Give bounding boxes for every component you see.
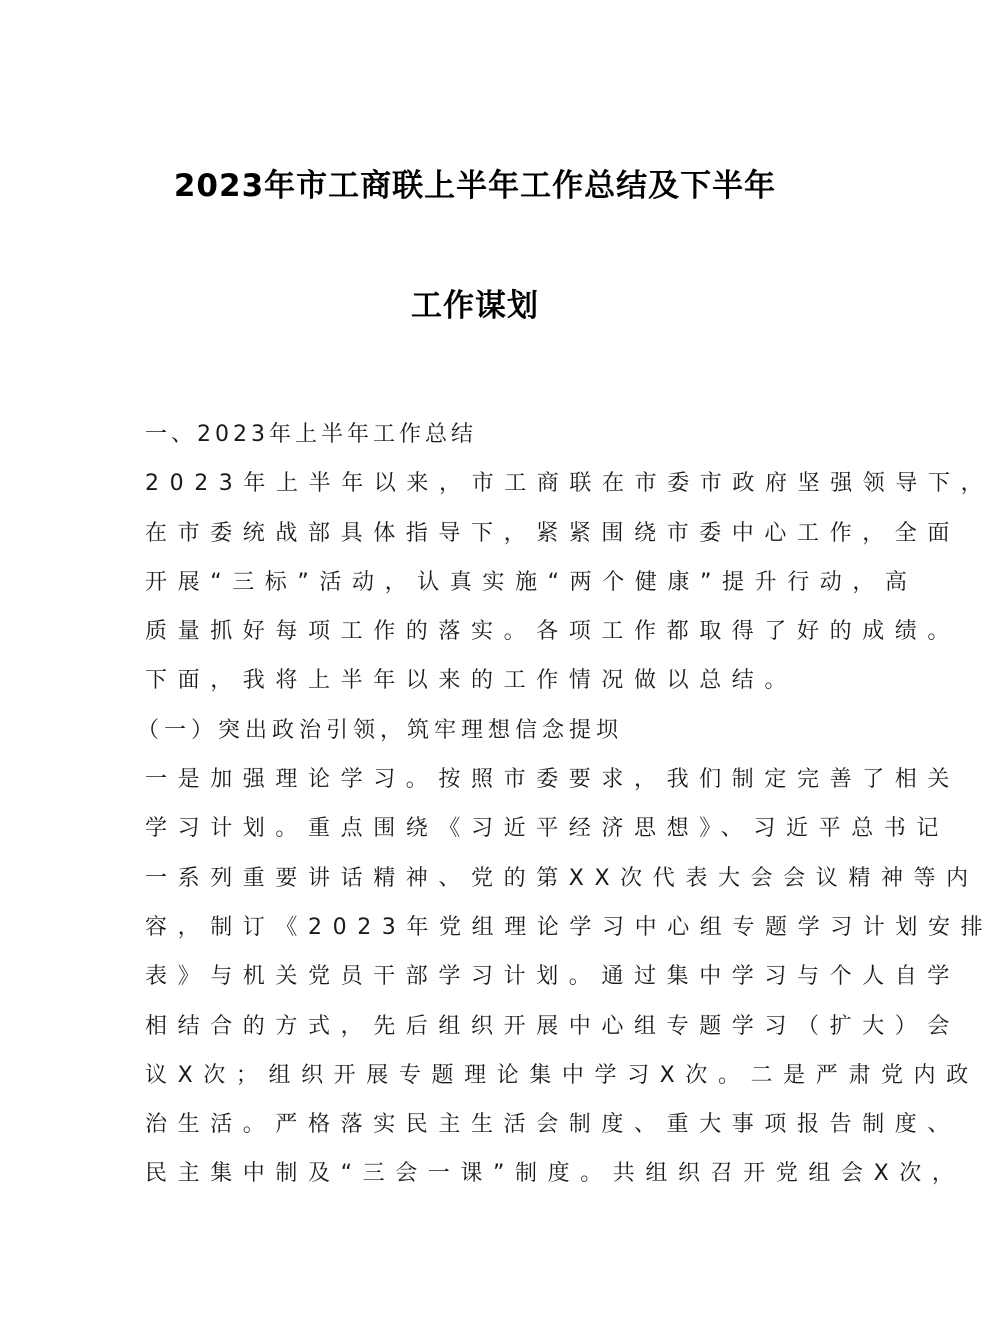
paragraph-line: 下面，我将上半年以来的工作情况做以总结。 [145, 668, 798, 694]
document-title-line-1: 2023年市工商联上半年工作总结及下半年 [173, 168, 777, 204]
document-title-line-2: 工作谋划 [411, 288, 539, 324]
paragraph-line: 表》与机关党员干部学习计划。通过集中学习与个人自学 [145, 964, 961, 990]
paragraph-line: 学习计划。重点围绕《习近平经济思想》、习近平总书记 [145, 816, 950, 842]
paragraph-line: 在市委统战部具体指导下，紧紧围绕市委中心工作，全面 [145, 520, 961, 546]
paragraph-line: 容，制订《2023年党组理论学习中心组专题学习计划安排 [145, 914, 993, 940]
paragraph-line: 议X次；组织开展专题理论集中学习X次。二是严肃党内政 [145, 1062, 979, 1088]
paragraph-line: 民主集中制及“三会一课”制度。共组织召开党组会X次， [145, 1161, 965, 1187]
paragraph-line: 开展“三标”活动，认真实施“两个健康”提升行动，高 [145, 569, 918, 595]
paragraph-line: 2023年上半年以来，市工商联在市委市政府坚强领导下， [145, 471, 993, 497]
subsection-heading: （一）突出政治引领，筑牢理想信念提坝 [137, 717, 624, 743]
section-heading: 一、2023年上半年工作总结 [145, 422, 477, 447]
paragraph-line: 一系列重要讲话精神、党的第XX次代表大会会议精神等内 [145, 865, 979, 891]
document-body [137, 410, 993, 1199]
paragraph-line: 质量抓好每项工作的落实。各项工作都取得了好的成绩。 [145, 619, 961, 645]
paragraph-line: 治生活。严格落实民主生活会制度、重大事项报告制度、 [145, 1112, 961, 1138]
paragraph-line: 相结合的方式，先后组织开展中心组专题学习（扩大）会 [145, 1013, 961, 1039]
paragraph-line: 一是加强理论学习。按照市委要求，我们制定完善了相关 [145, 767, 961, 793]
